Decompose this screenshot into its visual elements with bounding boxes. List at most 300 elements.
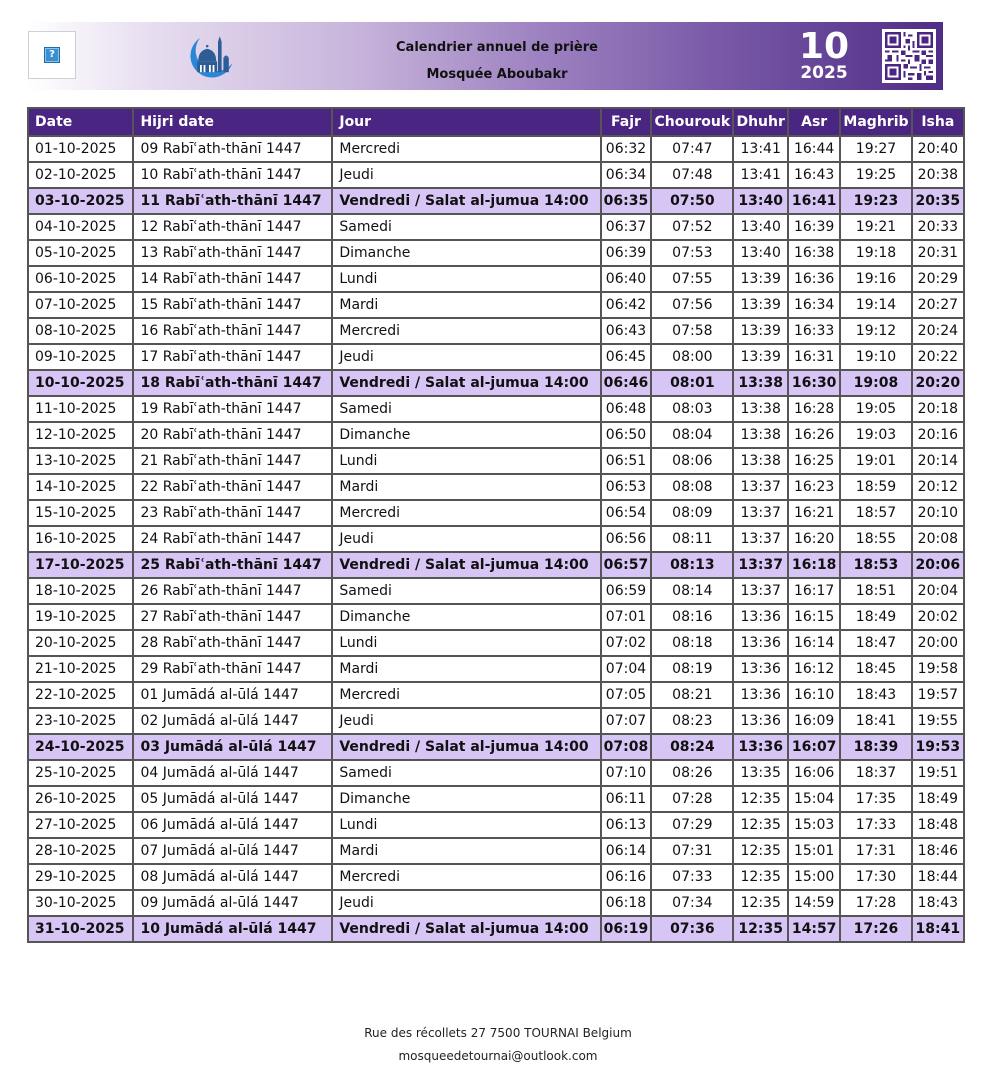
- table-row: [28, 474, 964, 500]
- date-cell: 31-10-2025: [28, 916, 133, 942]
- date-cell: 09-10-2025: [28, 344, 133, 370]
- day-cell: Mercredi: [332, 318, 600, 344]
- maghrib-time-cell: 19:23: [840, 188, 911, 214]
- column-header-maghrib: Maghrib: [840, 108, 911, 136]
- table-row: [28, 344, 964, 370]
- dhuhr-time-cell: 13:37: [733, 578, 788, 604]
- chourouk-time-cell: 07:34: [651, 890, 733, 916]
- isha-time-cell: 20:24: [912, 318, 964, 344]
- dhuhr-time-cell: 13:35: [733, 760, 788, 786]
- fajr-time-cell: 06:59: [601, 578, 652, 604]
- column-header-hijri: Hijri date: [133, 108, 332, 136]
- hijri-date-cell: 09 Jumādá al-ūlá 1447: [133, 890, 332, 916]
- day-cell: Jeudi: [332, 890, 600, 916]
- isha-time-cell: 20:12: [912, 474, 964, 500]
- hijri-date-cell: 02 Jumādá al-ūlá 1447: [133, 708, 332, 734]
- column-header-jour: Jour: [332, 108, 600, 136]
- table-row: [28, 682, 964, 708]
- table-row: [28, 136, 964, 162]
- date-cell: 17-10-2025: [28, 552, 133, 578]
- asr-time-cell: 15:00: [788, 864, 840, 890]
- day-cell: Dimanche: [332, 786, 600, 812]
- isha-time-cell: 18:48: [912, 812, 964, 838]
- chourouk-time-cell: 07:53: [651, 240, 733, 266]
- column-header-isha: Isha: [912, 108, 964, 136]
- day-cell: Lundi: [332, 448, 600, 474]
- hijri-date-cell: 09 Rabīʿath-thānī 1447: [133, 136, 332, 162]
- dhuhr-time-cell: 13:39: [733, 292, 788, 318]
- hijri-date-cell: 21 Rabīʿath-thānī 1447: [133, 448, 332, 474]
- hijri-date-cell: 12 Rabīʿath-thānī 1447: [133, 214, 332, 240]
- table-row: [28, 292, 964, 318]
- chourouk-time-cell: 08:13: [651, 552, 733, 578]
- table-row: [28, 422, 964, 448]
- asr-time-cell: 16:14: [788, 630, 840, 656]
- asr-time-cell: 15:03: [788, 812, 840, 838]
- maghrib-time-cell: 18:39: [840, 734, 911, 760]
- maghrib-time-cell: 17:35: [840, 786, 911, 812]
- asr-time-cell: 16:26: [788, 422, 840, 448]
- maghrib-time-cell: 19:14: [840, 292, 911, 318]
- maghrib-time-cell: 18:59: [840, 474, 911, 500]
- dhuhr-time-cell: 12:35: [733, 864, 788, 890]
- hijri-date-cell: 01 Jumādá al-ūlá 1447: [133, 682, 332, 708]
- date-cell: 03-10-2025: [28, 188, 133, 214]
- fajr-time-cell: 07:01: [601, 604, 652, 630]
- asr-time-cell: 16:23: [788, 474, 840, 500]
- maghrib-time-cell: 18:53: [840, 552, 911, 578]
- fajr-time-cell: 06:19: [601, 916, 652, 942]
- isha-time-cell: 18:44: [912, 864, 964, 890]
- dhuhr-time-cell: 13:36: [733, 656, 788, 682]
- isha-time-cell: 20:00: [912, 630, 964, 656]
- asr-time-cell: 16:38: [788, 240, 840, 266]
- date-cell: 18-10-2025: [28, 578, 133, 604]
- maghrib-time-cell: 18:45: [840, 656, 911, 682]
- day-cell: Dimanche: [332, 240, 600, 266]
- fajr-time-cell: 06:13: [601, 812, 652, 838]
- dhuhr-time-cell: 13:37: [733, 474, 788, 500]
- broken-image-icon: ?: [44, 47, 60, 63]
- fajr-time-cell: 06:42: [601, 292, 652, 318]
- asr-time-cell: 16:15: [788, 604, 840, 630]
- date-cell: 10-10-2025: [28, 370, 133, 396]
- table-row: [28, 604, 964, 630]
- asr-time-cell: 16:20: [788, 526, 840, 552]
- date-cell: 22-10-2025: [28, 682, 133, 708]
- fajr-time-cell: 06:11: [601, 786, 652, 812]
- day-cell: Jeudi: [332, 526, 600, 552]
- month-number: 10: [798, 26, 850, 67]
- isha-time-cell: 20:18: [912, 396, 964, 422]
- isha-time-cell: 18:43: [912, 890, 964, 916]
- day-cell: Dimanche: [332, 422, 600, 448]
- date-cell: 27-10-2025: [28, 812, 133, 838]
- maghrib-time-cell: 19:27: [840, 136, 911, 162]
- maghrib-time-cell: 19:08: [840, 370, 911, 396]
- fajr-time-cell: 07:02: [601, 630, 652, 656]
- day-cell: Vendredi / Salat al-jumua 14:00: [332, 188, 600, 214]
- table-header-row: [28, 108, 964, 136]
- dhuhr-time-cell: 13:37: [733, 526, 788, 552]
- hijri-date-cell: 08 Jumādá al-ūlá 1447: [133, 864, 332, 890]
- fajr-time-cell: 07:04: [601, 656, 652, 682]
- table-row: [28, 812, 964, 838]
- day-cell: Mercredi: [332, 682, 600, 708]
- hijri-date-cell: 23 Rabīʿath-thānī 1447: [133, 500, 332, 526]
- chourouk-time-cell: 07:33: [651, 864, 733, 890]
- asr-time-cell: 16:10: [788, 682, 840, 708]
- maghrib-time-cell: 18:51: [840, 578, 911, 604]
- dhuhr-time-cell: 13:36: [733, 708, 788, 734]
- day-cell: Lundi: [332, 266, 600, 292]
- isha-time-cell: 19:55: [912, 708, 964, 734]
- asr-time-cell: 16:28: [788, 396, 840, 422]
- dhuhr-time-cell: 13:38: [733, 422, 788, 448]
- date-cell: 19-10-2025: [28, 604, 133, 630]
- mosque-name: Mosquée Aboubakr: [426, 67, 568, 82]
- asr-time-cell: 15:04: [788, 786, 840, 812]
- dhuhr-time-cell: 13:40: [733, 214, 788, 240]
- footer-address: Rue des récollets 27 7500 TOURNAI Belgium: [364, 1026, 632, 1040]
- hijri-date-cell: 03 Jumādá al-ūlá 1447: [133, 734, 332, 760]
- fajr-time-cell: 07:05: [601, 682, 652, 708]
- chourouk-time-cell: 08:14: [651, 578, 733, 604]
- dhuhr-time-cell: 13:39: [733, 344, 788, 370]
- dhuhr-time-cell: 13:39: [733, 266, 788, 292]
- dhuhr-time-cell: 13:38: [733, 370, 788, 396]
- day-cell: Samedi: [332, 214, 600, 240]
- maghrib-time-cell: 18:57: [840, 500, 911, 526]
- day-cell: Mercredi: [332, 864, 600, 890]
- asr-time-cell: 14:59: [788, 890, 840, 916]
- image-placeholder: [28, 31, 76, 79]
- date-cell: 29-10-2025: [28, 864, 133, 890]
- fajr-time-cell: 06:57: [601, 552, 652, 578]
- maghrib-time-cell: 19:03: [840, 422, 911, 448]
- date-cell: 01-10-2025: [28, 136, 133, 162]
- hijri-date-cell: 11 Rabīʿath-thānī 1447: [133, 188, 332, 214]
- column-header-chourouk: Chourouk: [651, 108, 733, 136]
- date-cell: 07-10-2025: [28, 292, 133, 318]
- isha-time-cell: 19:51: [912, 760, 964, 786]
- table-row: [28, 240, 964, 266]
- date-cell: 23-10-2025: [28, 708, 133, 734]
- table-row: [28, 656, 964, 682]
- table-row: [28, 864, 964, 890]
- hijri-date-cell: 22 Rabīʿath-thānī 1447: [133, 474, 332, 500]
- header-banner: [27, 22, 943, 90]
- day-cell: Samedi: [332, 396, 600, 422]
- chourouk-time-cell: 07:47: [651, 136, 733, 162]
- fajr-time-cell: 07:10: [601, 760, 652, 786]
- maghrib-time-cell: 19:16: [840, 266, 911, 292]
- day-cell: Vendredi / Salat al-jumua 14:00: [332, 552, 600, 578]
- fajr-time-cell: 06:34: [601, 162, 652, 188]
- maghrib-time-cell: 19:05: [840, 396, 911, 422]
- maghrib-time-cell: 17:30: [840, 864, 911, 890]
- column-header-date: Date: [28, 108, 133, 136]
- asr-time-cell: 16:09: [788, 708, 840, 734]
- day-cell: Vendredi / Salat al-jumua 14:00: [332, 370, 600, 396]
- dhuhr-time-cell: 13:40: [733, 240, 788, 266]
- date-cell: 15-10-2025: [28, 500, 133, 526]
- date-cell: 21-10-2025: [28, 656, 133, 682]
- maghrib-time-cell: 19:12: [840, 318, 911, 344]
- day-cell: Mardi: [332, 292, 600, 318]
- dhuhr-time-cell: 13:39: [733, 318, 788, 344]
- isha-time-cell: 20:33: [912, 214, 964, 240]
- isha-time-cell: 20:35: [912, 188, 964, 214]
- table-row-friday: [28, 734, 964, 760]
- fajr-time-cell: 06:32: [601, 136, 652, 162]
- dhuhr-time-cell: 12:35: [733, 812, 788, 838]
- isha-time-cell: 19:57: [912, 682, 964, 708]
- fajr-time-cell: 06:35: [601, 188, 652, 214]
- hijri-date-cell: 17 Rabīʿath-thānī 1447: [133, 344, 332, 370]
- isha-time-cell: 20:31: [912, 240, 964, 266]
- table-row: [28, 448, 964, 474]
- fajr-time-cell: 06:48: [601, 396, 652, 422]
- fajr-time-cell: 06:37: [601, 214, 652, 240]
- table-row: [28, 760, 964, 786]
- year-number: 2025: [800, 63, 848, 83]
- asr-time-cell: 16:25: [788, 448, 840, 474]
- table-row: [28, 708, 964, 734]
- asr-time-cell: 16:39: [788, 214, 840, 240]
- fajr-time-cell: 06:46: [601, 370, 652, 396]
- day-cell: Samedi: [332, 760, 600, 786]
- hijri-date-cell: 10 Rabīʿath-thānī 1447: [133, 162, 332, 188]
- chourouk-time-cell: 08:06: [651, 448, 733, 474]
- day-cell: Lundi: [332, 812, 600, 838]
- isha-time-cell: 20:29: [912, 266, 964, 292]
- asr-time-cell: 16:18: [788, 552, 840, 578]
- dhuhr-time-cell: 13:41: [733, 136, 788, 162]
- hijri-date-cell: 16 Rabīʿath-thānī 1447: [133, 318, 332, 344]
- chourouk-time-cell: 08:19: [651, 656, 733, 682]
- dhuhr-time-cell: 13:37: [733, 552, 788, 578]
- day-cell: Vendredi / Salat al-jumua 14:00: [332, 916, 600, 942]
- chourouk-time-cell: 08:08: [651, 474, 733, 500]
- dhuhr-time-cell: 13:36: [733, 734, 788, 760]
- date-cell: 04-10-2025: [28, 214, 133, 240]
- isha-time-cell: 20:38: [912, 162, 964, 188]
- hijri-date-cell: 20 Rabīʿath-thānī 1447: [133, 422, 332, 448]
- dhuhr-time-cell: 13:38: [733, 448, 788, 474]
- isha-time-cell: 20:22: [912, 344, 964, 370]
- hijri-date-cell: 07 Jumādá al-ūlá 1447: [133, 838, 332, 864]
- fajr-time-cell: 06:45: [601, 344, 652, 370]
- day-cell: Vendredi / Salat al-jumua 14:00: [332, 734, 600, 760]
- chourouk-time-cell: 07:29: [651, 812, 733, 838]
- chourouk-time-cell: 07:31: [651, 838, 733, 864]
- hijri-date-cell: 06 Jumādá al-ūlá 1447: [133, 812, 332, 838]
- asr-time-cell: 16:06: [788, 760, 840, 786]
- date-cell: 08-10-2025: [28, 318, 133, 344]
- maghrib-time-cell: 17:28: [840, 890, 911, 916]
- date-cell: 26-10-2025: [28, 786, 133, 812]
- table-row-friday: [28, 370, 964, 396]
- asr-time-cell: 16:12: [788, 656, 840, 682]
- dhuhr-time-cell: 13:36: [733, 604, 788, 630]
- column-header-dhuhr: Dhuhr: [733, 108, 788, 136]
- date-cell: 20-10-2025: [28, 630, 133, 656]
- month-year: [789, 26, 859, 83]
- isha-time-cell: 18:49: [912, 786, 964, 812]
- date-cell: 24-10-2025: [28, 734, 133, 760]
- footer-email: mosqueedetournai@outlook.com: [398, 1049, 598, 1063]
- isha-time-cell: 20:02: [912, 604, 964, 630]
- fajr-time-cell: 06:56: [601, 526, 652, 552]
- chourouk-time-cell: 08:18: [651, 630, 733, 656]
- maghrib-time-cell: 17:31: [840, 838, 911, 864]
- qr-code-icon: [882, 29, 936, 83]
- day-cell: Jeudi: [332, 344, 600, 370]
- isha-time-cell: 20:27: [912, 292, 964, 318]
- hijri-date-cell: 26 Rabīʿath-thānī 1447: [133, 578, 332, 604]
- isha-time-cell: 20:08: [912, 526, 964, 552]
- fajr-time-cell: 07:08: [601, 734, 652, 760]
- maghrib-time-cell: 18:55: [840, 526, 911, 552]
- date-cell: 14-10-2025: [28, 474, 133, 500]
- chourouk-time-cell: 08:26: [651, 760, 733, 786]
- fajr-time-cell: 06:43: [601, 318, 652, 344]
- chourouk-time-cell: 07:48: [651, 162, 733, 188]
- isha-time-cell: 20:20: [912, 370, 964, 396]
- asr-time-cell: 15:01: [788, 838, 840, 864]
- date-cell: 06-10-2025: [28, 266, 133, 292]
- fajr-time-cell: 06:40: [601, 266, 652, 292]
- column-header-fajr: Fajr: [601, 108, 652, 136]
- chourouk-time-cell: 07:28: [651, 786, 733, 812]
- maghrib-time-cell: 18:37: [840, 760, 911, 786]
- maghrib-time-cell: 18:47: [840, 630, 911, 656]
- chourouk-time-cell: 08:11: [651, 526, 733, 552]
- isha-time-cell: 20:06: [912, 552, 964, 578]
- isha-time-cell: 18:41: [912, 916, 964, 942]
- footer: [0, 1022, 996, 1068]
- table-row: [28, 214, 964, 240]
- day-cell: Dimanche: [332, 604, 600, 630]
- hijri-date-cell: 24 Rabīʿath-thānī 1447: [133, 526, 332, 552]
- maghrib-time-cell: 18:49: [840, 604, 911, 630]
- isha-time-cell: 20:40: [912, 136, 964, 162]
- chourouk-time-cell: 07:36: [651, 916, 733, 942]
- dhuhr-time-cell: 12:35: [733, 890, 788, 916]
- fajr-time-cell: 06:51: [601, 448, 652, 474]
- table-row: [28, 526, 964, 552]
- table-row: [28, 838, 964, 864]
- maghrib-time-cell: 17:26: [840, 916, 911, 942]
- date-cell: 25-10-2025: [28, 760, 133, 786]
- asr-time-cell: 16:31: [788, 344, 840, 370]
- date-cell: 13-10-2025: [28, 448, 133, 474]
- date-cell: 11-10-2025: [28, 396, 133, 422]
- hijri-date-cell: 25 Rabīʿath-thānī 1447: [133, 552, 332, 578]
- asr-time-cell: 16:44: [788, 136, 840, 162]
- chourouk-time-cell: 07:55: [651, 266, 733, 292]
- chourouk-time-cell: 07:50: [651, 188, 733, 214]
- table-row: [28, 890, 964, 916]
- asr-time-cell: 16:30: [788, 370, 840, 396]
- day-cell: Jeudi: [332, 708, 600, 734]
- isha-time-cell: 20:10: [912, 500, 964, 526]
- chourouk-time-cell: 08:16: [651, 604, 733, 630]
- date-cell: 12-10-2025: [28, 422, 133, 448]
- maghrib-time-cell: 18:43: [840, 682, 911, 708]
- asr-time-cell: 14:57: [788, 916, 840, 942]
- hijri-date-cell: 15 Rabīʿath-thānī 1447: [133, 292, 332, 318]
- dhuhr-time-cell: 12:35: [733, 916, 788, 942]
- dhuhr-time-cell: 13:40: [733, 188, 788, 214]
- prayer-times-table: [27, 107, 965, 943]
- table-row: [28, 500, 964, 526]
- chourouk-time-cell: 08:23: [651, 708, 733, 734]
- table-row: [28, 630, 964, 656]
- maghrib-time-cell: 19:10: [840, 344, 911, 370]
- title-line-1: Calendrier annuel de prière: [396, 40, 598, 55]
- hijri-date-cell: 18 Rabīʿath-thānī 1447: [133, 370, 332, 396]
- hijri-date-cell: 28 Rabīʿath-thānī 1447: [133, 630, 332, 656]
- dhuhr-time-cell: 13:37: [733, 500, 788, 526]
- table-row-friday: [28, 552, 964, 578]
- isha-time-cell: 20:16: [912, 422, 964, 448]
- asr-time-cell: 16:41: [788, 188, 840, 214]
- fajr-time-cell: 06:53: [601, 474, 652, 500]
- table-row: [28, 266, 964, 292]
- table-row: [28, 578, 964, 604]
- maghrib-time-cell: 19:21: [840, 214, 911, 240]
- hijri-date-cell: 19 Rabīʿath-thānī 1447: [133, 396, 332, 422]
- chourouk-time-cell: 07:52: [651, 214, 733, 240]
- asr-time-cell: 16:07: [788, 734, 840, 760]
- calendar-title: [327, 34, 667, 88]
- day-cell: Mercredi: [332, 500, 600, 526]
- asr-time-cell: 16:21: [788, 500, 840, 526]
- table-row: [28, 318, 964, 344]
- asr-time-cell: 16:43: [788, 162, 840, 188]
- dhuhr-time-cell: 12:35: [733, 786, 788, 812]
- chourouk-time-cell: 08:03: [651, 396, 733, 422]
- day-cell: Mardi: [332, 474, 600, 500]
- table-row: [28, 786, 964, 812]
- date-cell: 02-10-2025: [28, 162, 133, 188]
- asr-time-cell: 16:17: [788, 578, 840, 604]
- maghrib-time-cell: 18:41: [840, 708, 911, 734]
- date-cell: 28-10-2025: [28, 838, 133, 864]
- asr-time-cell: 16:34: [788, 292, 840, 318]
- table-body: [28, 136, 964, 942]
- dhuhr-time-cell: 13:36: [733, 682, 788, 708]
- column-header-asr: Asr: [788, 108, 840, 136]
- date-cell: 05-10-2025: [28, 240, 133, 266]
- hijri-date-cell: 27 Rabīʿath-thānī 1447: [133, 604, 332, 630]
- fajr-time-cell: 06:39: [601, 240, 652, 266]
- maghrib-time-cell: 19:25: [840, 162, 911, 188]
- day-cell: Mercredi: [332, 136, 600, 162]
- maghrib-time-cell: 17:33: [840, 812, 911, 838]
- asr-time-cell: 16:33: [788, 318, 840, 344]
- chourouk-time-cell: 07:56: [651, 292, 733, 318]
- date-cell: 16-10-2025: [28, 526, 133, 552]
- dhuhr-time-cell: 13:36: [733, 630, 788, 656]
- day-cell: Samedi: [332, 578, 600, 604]
- mosque-crescent-logo-icon: [182, 29, 236, 83]
- chourouk-time-cell: 08:00: [651, 344, 733, 370]
- maghrib-time-cell: 19:01: [840, 448, 911, 474]
- day-cell: Mardi: [332, 838, 600, 864]
